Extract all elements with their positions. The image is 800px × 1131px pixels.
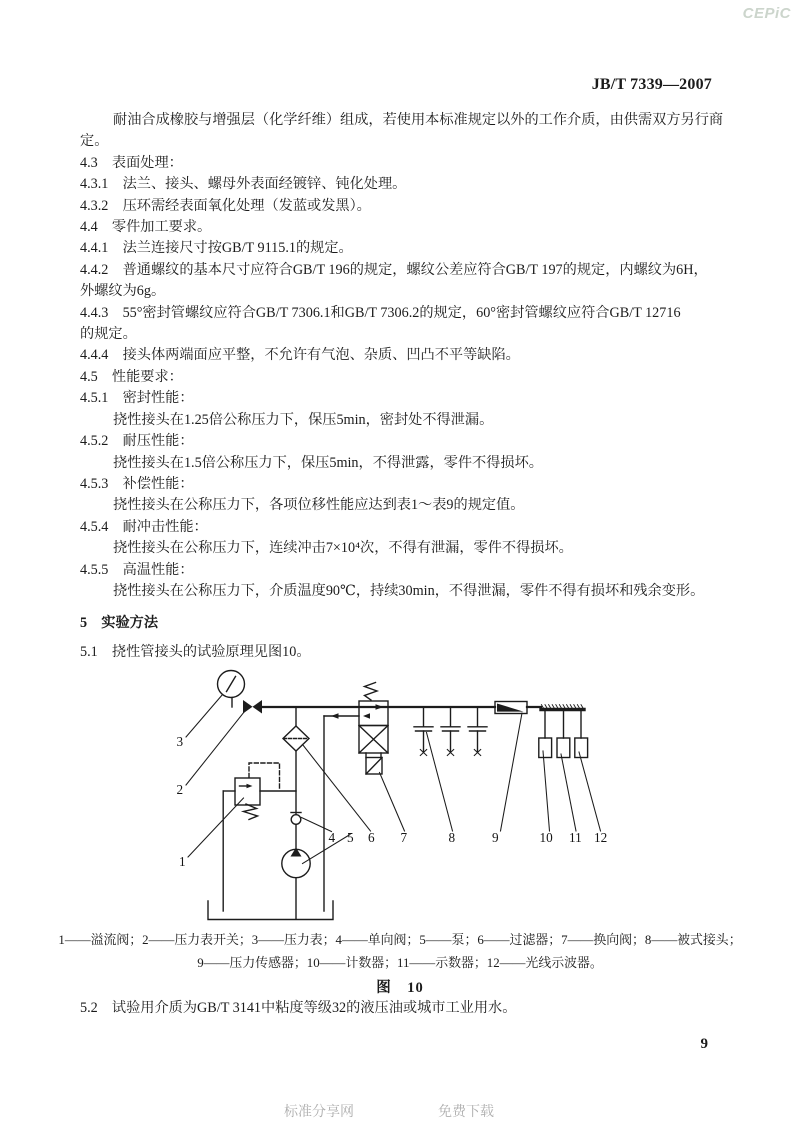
body-line: 4.5.3 补偿性能： — [80, 475, 194, 492]
paragraph-5-2: 5.2 试验用介质为GB/T 3141中粘度等级32的液压油或城市工业用水。 — [80, 1000, 517, 1016]
label-6: 6 — [368, 830, 375, 845]
footer-free-download: 免费下载 — [438, 1103, 494, 1119]
leader-lines — [186, 695, 601, 864]
return-line — [324, 713, 359, 911]
body-line: 5 实验方法 — [80, 615, 159, 632]
footer-share-site: 标准分享网 — [284, 1103, 354, 1119]
instrument-bus — [539, 705, 588, 758]
body-line: 4.4 零件加工要求。 — [80, 219, 212, 236]
body-line: 4.5.1 密封性能： — [80, 390, 194, 407]
body-line: 4.4.1 法兰连接尺寸按GB/T 9115.1的规定。 — [80, 240, 353, 257]
body-line: 定。 — [80, 133, 109, 150]
body-line: 挠性接头在公称压力下，介质温度90℃，持续30min，不得泄漏，零件不得有损坏和残余变形。 — [113, 582, 705, 599]
label-3: 3 — [176, 734, 184, 749]
label-11: 11 — [569, 830, 582, 845]
body-line: 5.1 挠性管接头的试验原理见图10。 — [80, 643, 311, 660]
body-line: 4.3.2 压环需经表面氧化处理（发蓝或发黑）。 — [80, 197, 371, 214]
check-valve-symbol — [291, 813, 301, 825]
figure-label: 图 10 — [376, 980, 424, 996]
label-7: 7 — [400, 830, 408, 845]
label-4: 4 — [328, 830, 336, 845]
body-line: 耐油合成橡胶与增强层（化学纤维）组成，若使用本标准规定以外的工作介质，由供需双方另行商 — [113, 112, 724, 128]
body-line: 外螺纹为6g。 — [80, 283, 166, 300]
body-line: 4.5.5 高温性能： — [80, 561, 194, 578]
body-line: 的规定。 — [80, 326, 137, 343]
body-line: 4.5.4 耐冲击性能： — [80, 518, 208, 535]
body-line: 4.3 表面处理： — [80, 154, 183, 171]
label-9: 9 — [492, 830, 499, 845]
cepic-watermark-logo: CEPiC — [742, 5, 791, 22]
indicator-box — [557, 738, 570, 758]
test-coupling-symbols — [414, 707, 487, 756]
body-line: 4.4.4 接头体两端面应平整，不允许有气泡、杂质、凹凸不平等缺陷。 — [80, 347, 520, 364]
label-1: 1 — [179, 854, 186, 869]
body-line: 4.3.1 法兰、接头、螺母外表面经镀锌、钝化处理。 — [80, 176, 407, 193]
body-line: 挠性接头在公称压力下，连续冲击7×10⁴次，不得有泄漏，零件不得损坏。 — [113, 540, 573, 557]
directional-valve-symbol — [359, 683, 388, 775]
label-10: 10 — [539, 830, 553, 845]
label-12: 12 — [594, 830, 608, 845]
body-line: 4.4.2 普通螺纹的基本尺寸应符合GB/T 196的规定，螺纹公差应符合GB/T 197的规定，内螺纹为6H， — [80, 261, 708, 278]
oscillograph-box — [575, 738, 588, 758]
label-5: 5 — [347, 830, 354, 845]
gauge-valve-symbol — [243, 700, 262, 714]
relief-valve-symbol — [223, 763, 296, 911]
body-line: 4.4.3 55°密封管螺纹应符合GB/T 7306.1和GB/T 7306.2的规定，60°密封管螺纹应符合GB/T 12716 — [80, 304, 681, 321]
tank-symbol — [208, 901, 333, 920]
figure-caption-line-1: 1——溢流阀；2——压力表开关；3——压力表；4——单向阀；5——泵；6——过滤器；7——换向阀；8——被式接头； — [58, 933, 742, 947]
body-line: 4.5.2 耐压性能： — [80, 433, 194, 450]
standard-number-header: JB/T 7339—2007 — [591, 76, 712, 93]
body-line: 挠性接头在公称压力下，各项位移性能应达到表1～表9的规定值。 — [113, 497, 525, 514]
body-line: 4.5 性能要求： — [80, 368, 183, 385]
figure-caption-line-2: 9——压力传感器；10——计数器；11——示数器；12——光线示波器。 — [197, 955, 603, 970]
body-line: 挠性接头在1.5倍公称压力下，保压5min，不得泄露，零件不得损坏。 — [113, 454, 543, 471]
figure-caption — [0, 929, 800, 997]
counter-box — [539, 738, 552, 758]
pressure-transducer-symbol — [495, 702, 527, 714]
label-2: 2 — [176, 782, 184, 797]
pump-symbol — [282, 848, 310, 878]
body-line: 挠性接头在1.25倍公称压力下，保压5min，密封处不得泄漏。 — [113, 411, 494, 428]
pressure-gauge-symbol — [218, 671, 245, 708]
page-number: 9 — [700, 1036, 708, 1052]
label-8: 8 — [448, 830, 456, 845]
